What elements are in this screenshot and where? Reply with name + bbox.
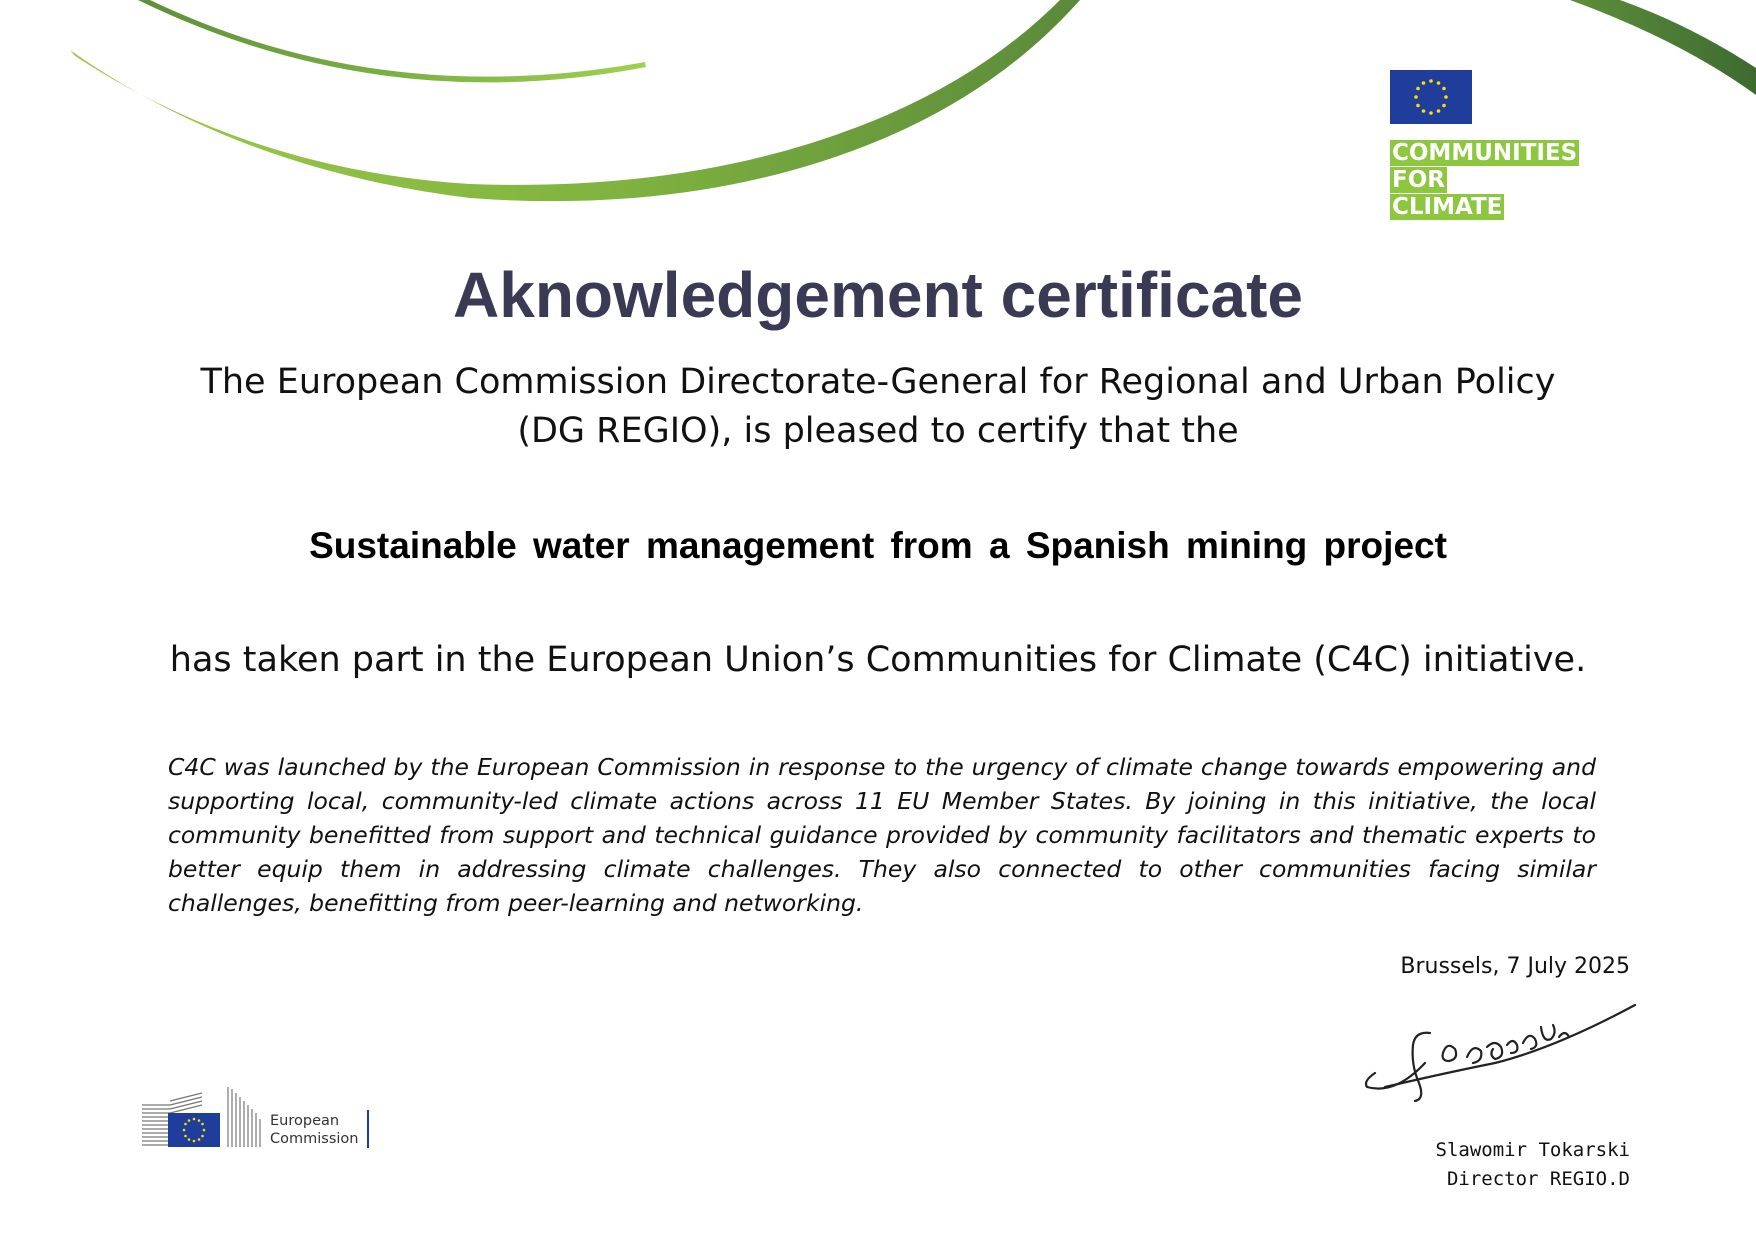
signature-image	[1355, 1003, 1645, 1113]
certificate-title: Aknowledgement certificate	[453, 259, 1303, 331]
ec-logo-divider	[367, 1110, 369, 1148]
eu-flag-icon	[1390, 70, 1472, 124]
place-date: Brussels, 7 July 2025	[1400, 954, 1630, 979]
ec-logo-line-1: European	[270, 1113, 340, 1129]
project-name: Sustainable water management from a Spanish mining project	[309, 525, 1447, 566]
signer-role: Director REGIO.D	[1446, 1168, 1630, 1190]
c4c-logo-line-2: FOR	[1392, 167, 1445, 193]
european-commission-logo-text	[270, 1112, 358, 1148]
c4c-logo-line-1: COMMUNITIES	[1392, 140, 1578, 166]
intro-line-2: (DG REGIO), is pleased to certify that the	[517, 411, 1239, 451]
ec-logo-line-2: Commission	[270, 1131, 359, 1147]
decorative-swoosh	[0, 0, 1756, 260]
certificate-intro	[150, 358, 1606, 456]
intro-line-1: The European Commission Directorate-General for Regional and Urban Policy	[200, 362, 1556, 402]
participation-statement: has taken part in the European Union’s Communities for Climate (C4C) initiative.	[169, 640, 1587, 680]
initiative-description: C4C was launched by the European Commission in response to the urgency of climate change towards empowering and supporting local, community-led climate actions across 11 EU Member States. By joining in this initiative, the local community benefitted from support and technical guidance provided by community facilitators and thematic experts to better equip them in addressing climate challenges. They also connected to other communities facing similar challenges, benefitting from peer-learning and networking.	[168, 753, 1596, 917]
c4c-logo-line-3: CLIMATE	[1392, 194, 1503, 220]
signer-name: Slawomir Tokarski	[1435, 1139, 1630, 1161]
signer-block	[1436, 1136, 1630, 1194]
c4c-logo	[1390, 140, 1579, 221]
